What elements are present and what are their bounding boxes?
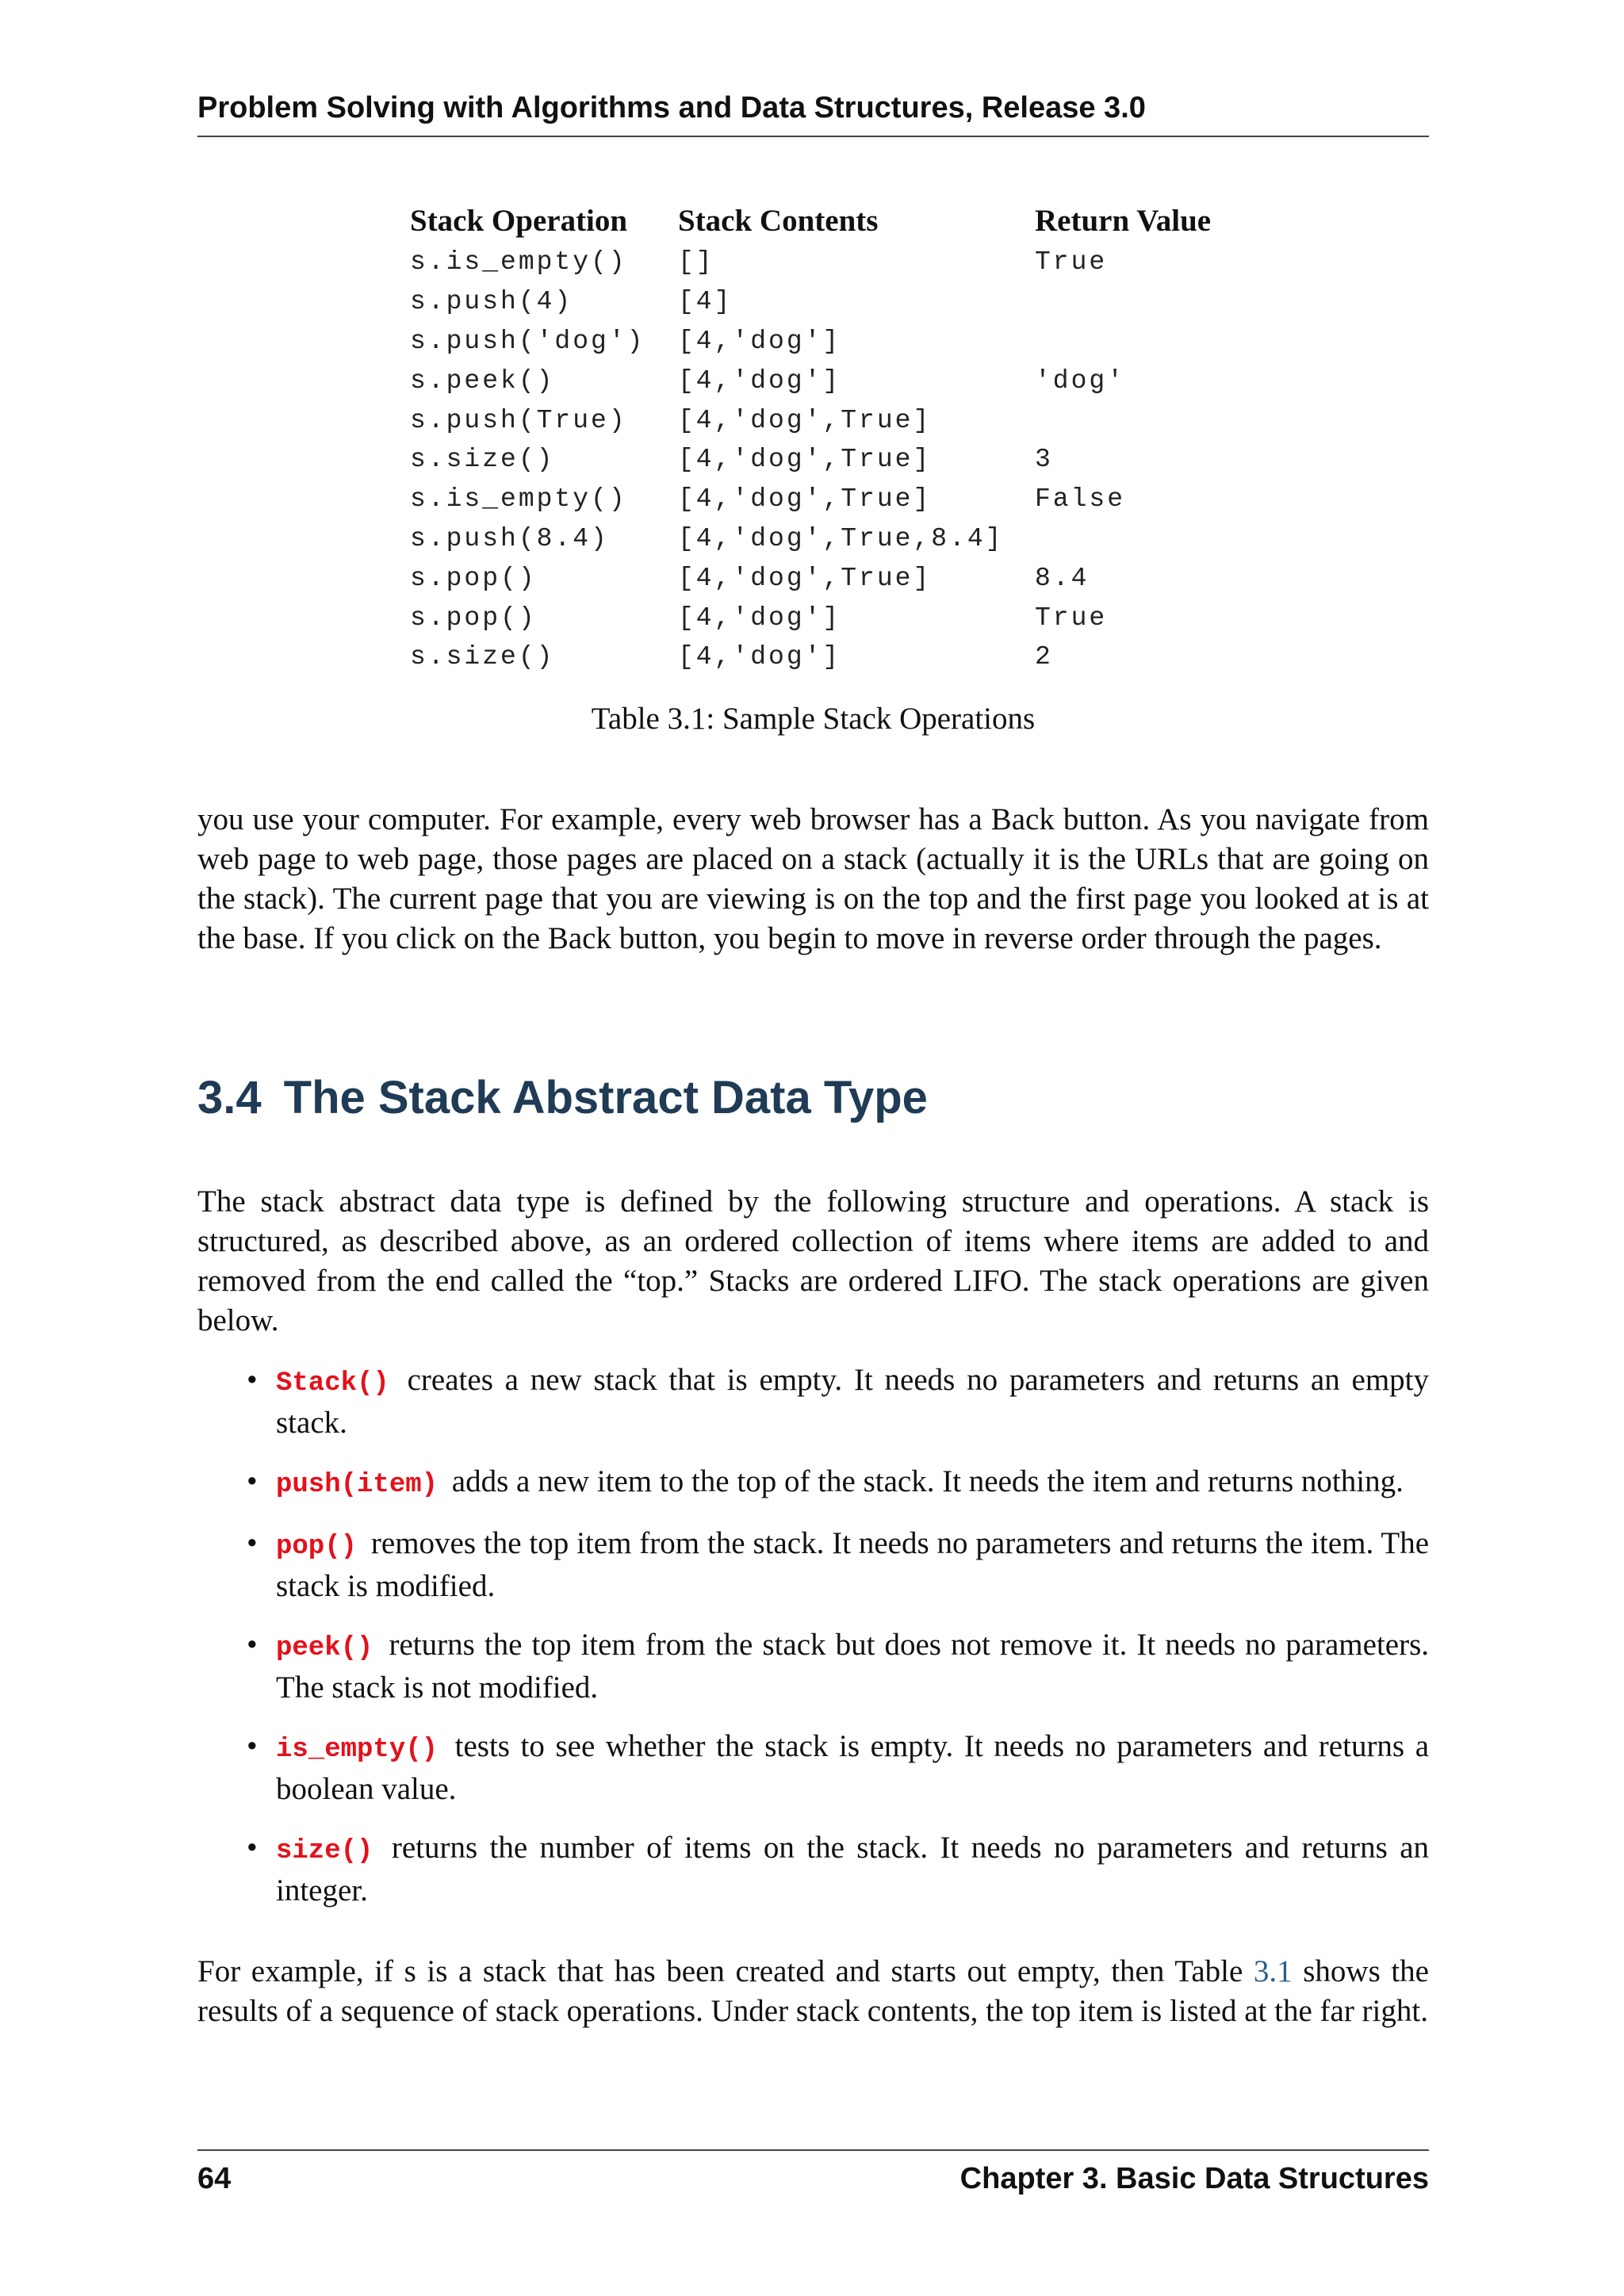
list-item <box>197 1727 1429 1809</box>
operation-cell: s.size() <box>410 445 555 475</box>
table-row <box>410 480 1273 519</box>
operation-cell: s.peek() <box>410 365 555 396</box>
operation-code: peek() <box>276 1633 373 1663</box>
column-header-return: Return Value <box>1035 203 1212 238</box>
operation-code: size() <box>276 1836 373 1866</box>
contents-cell: [4,'dog'] <box>678 365 841 396</box>
operation-cell: s.push(True) <box>410 405 627 435</box>
return-cell: True <box>1035 603 1108 633</box>
section-number: 3.4 <box>197 1072 262 1123</box>
contents-cell: [] <box>678 247 714 277</box>
operation-code: Stack() <box>276 1368 389 1399</box>
table-row <box>410 598 1273 637</box>
table-row <box>410 282 1273 322</box>
bullet-icon: • <box>247 1628 258 1662</box>
column-header-contents: Stack Contents <box>678 203 879 238</box>
table-row <box>410 440 1273 480</box>
closing-paragraph <box>197 1952 1429 2031</box>
operation-cell: s.push(4) <box>410 287 573 317</box>
closing-text-after: shows the results of a sequence of stack operations. Under stack contents, the top item is listed at the far right. <box>197 1954 1429 2028</box>
contents-cell: [4,'dog'] <box>678 326 841 356</box>
operation-cell: s.is_empty() <box>410 484 627 515</box>
closing-text-before: For example, if s is a stack that has been created and starts out empty, then Table <box>197 1954 1243 1988</box>
return-cell: 3 <box>1035 445 1053 475</box>
table-caption: Table 3.1: Sample Stack Operations <box>591 702 1036 736</box>
operation-code: push(item) <box>276 1470 439 1500</box>
list-item <box>197 1828 1429 1911</box>
operation-cell: s.push('dog') <box>410 326 645 356</box>
section-paragraph: The stack abstract data type is defined by the following structure and operations. A stack is structured, as described above, as an ordered collection of items where items are added to and removed from the end called the “top.” Stacks are ordered LIFO. The stack operations are given below. <box>197 1184 1429 1337</box>
return-cell: 'dog' <box>1035 365 1126 396</box>
operation-cell: s.is_empty() <box>410 247 627 277</box>
contents-cell: [4,'dog',True] <box>678 484 932 515</box>
return-cell: 8.4 <box>1035 563 1090 593</box>
operation-cell: s.pop() <box>410 563 537 593</box>
list-item <box>197 1524 1429 1606</box>
operation-description: adds a new item to the top of the stack. It needs the item and returns nothing. <box>451 1464 1404 1498</box>
list-item <box>197 1462 1429 1505</box>
operation-cell: s.pop() <box>410 603 537 633</box>
section-heading <box>197 1070 928 1126</box>
table-row <box>410 322 1273 362</box>
return-cell: True <box>1035 247 1108 277</box>
table-reference-link[interactable]: 3.1 <box>1253 1954 1293 1988</box>
return-cell: 2 <box>1035 642 1053 672</box>
operation-description: tests to see whether the stack is empty. It needs no parameters and returns a boolean value. <box>276 1729 1430 1806</box>
operation-cell: s.size() <box>410 642 555 672</box>
contents-cell: [4] <box>678 287 733 317</box>
bullet-icon: • <box>247 1464 258 1498</box>
table-row <box>410 243 1273 282</box>
column-header-operation: Stack Operation <box>410 203 628 238</box>
operation-code: is_empty() <box>276 1735 439 1765</box>
page-number: 64 <box>197 2162 232 2195</box>
bullet-icon: • <box>247 1831 258 1865</box>
operation-description: removes the top item from the stack. It needs no parameters and returns the item. The stack is modified. <box>276 1526 1430 1603</box>
operation-code: pop() <box>276 1532 358 1562</box>
contents-cell: [4,'dog',True] <box>678 445 932 475</box>
list-item <box>197 1360 1429 1443</box>
table-header-row <box>410 198 1273 243</box>
contents-cell: [4,'dog',True] <box>678 563 932 593</box>
operations-list <box>197 1360 1429 1930</box>
return-cell <box>1035 282 1273 322</box>
table-row <box>410 400 1273 440</box>
return-cell <box>1035 322 1273 362</box>
section-title-text: The Stack Abstract Data Type <box>283 1072 928 1123</box>
running-header: Problem Solving with Algorithms and Data Structures, Release 3.0 <box>197 91 1146 124</box>
return-cell <box>1035 400 1273 440</box>
bullet-icon: • <box>247 1729 258 1763</box>
document-page <box>197 0 1429 2296</box>
header-rule <box>197 136 1429 137</box>
table-row <box>410 361 1273 400</box>
contents-cell: [4,'dog'] <box>678 603 841 633</box>
operation-description: returns the number of items on the stack. It needs no parameters and returns an integer. <box>276 1831 1430 1908</box>
stack-operations-table <box>410 198 1273 677</box>
contents-cell: [4,'dog',True] <box>678 405 932 435</box>
intro-paragraph: you use your computer. For example, every web browser has a Back button. As you navigate from web page to web page, those pages are placed on a stack (actually it is the URLs that are going on the stack). The current page that you are viewing is on the top and the first page you looked at is at the base. If you click on the Back button, you begin to move in reverse order through the pages. <box>197 802 1429 955</box>
table-row <box>410 558 1273 598</box>
list-item <box>197 1625 1429 1708</box>
footer-rule <box>197 2149 1429 2151</box>
chapter-title: Chapter 3. Basic Data Structures <box>959 2162 1429 2195</box>
table-row <box>410 519 1273 559</box>
return-cell <box>1035 519 1273 559</box>
contents-cell: [4,'dog',True,8.4] <box>678 523 1004 553</box>
bullet-icon: • <box>247 1526 258 1560</box>
return-cell: False <box>1035 484 1126 515</box>
table-row <box>410 637 1273 677</box>
operation-description: creates a new stack that is empty. It needs no parameters and returns an empty stack. <box>276 1363 1430 1440</box>
operation-cell: s.push(8.4) <box>410 523 609 553</box>
operation-description: returns the top item from the stack but does not remove it. It needs no parameters. The stack is not modified. <box>276 1628 1430 1705</box>
bullet-icon: • <box>247 1363 258 1397</box>
contents-cell: [4,'dog'] <box>678 642 841 672</box>
